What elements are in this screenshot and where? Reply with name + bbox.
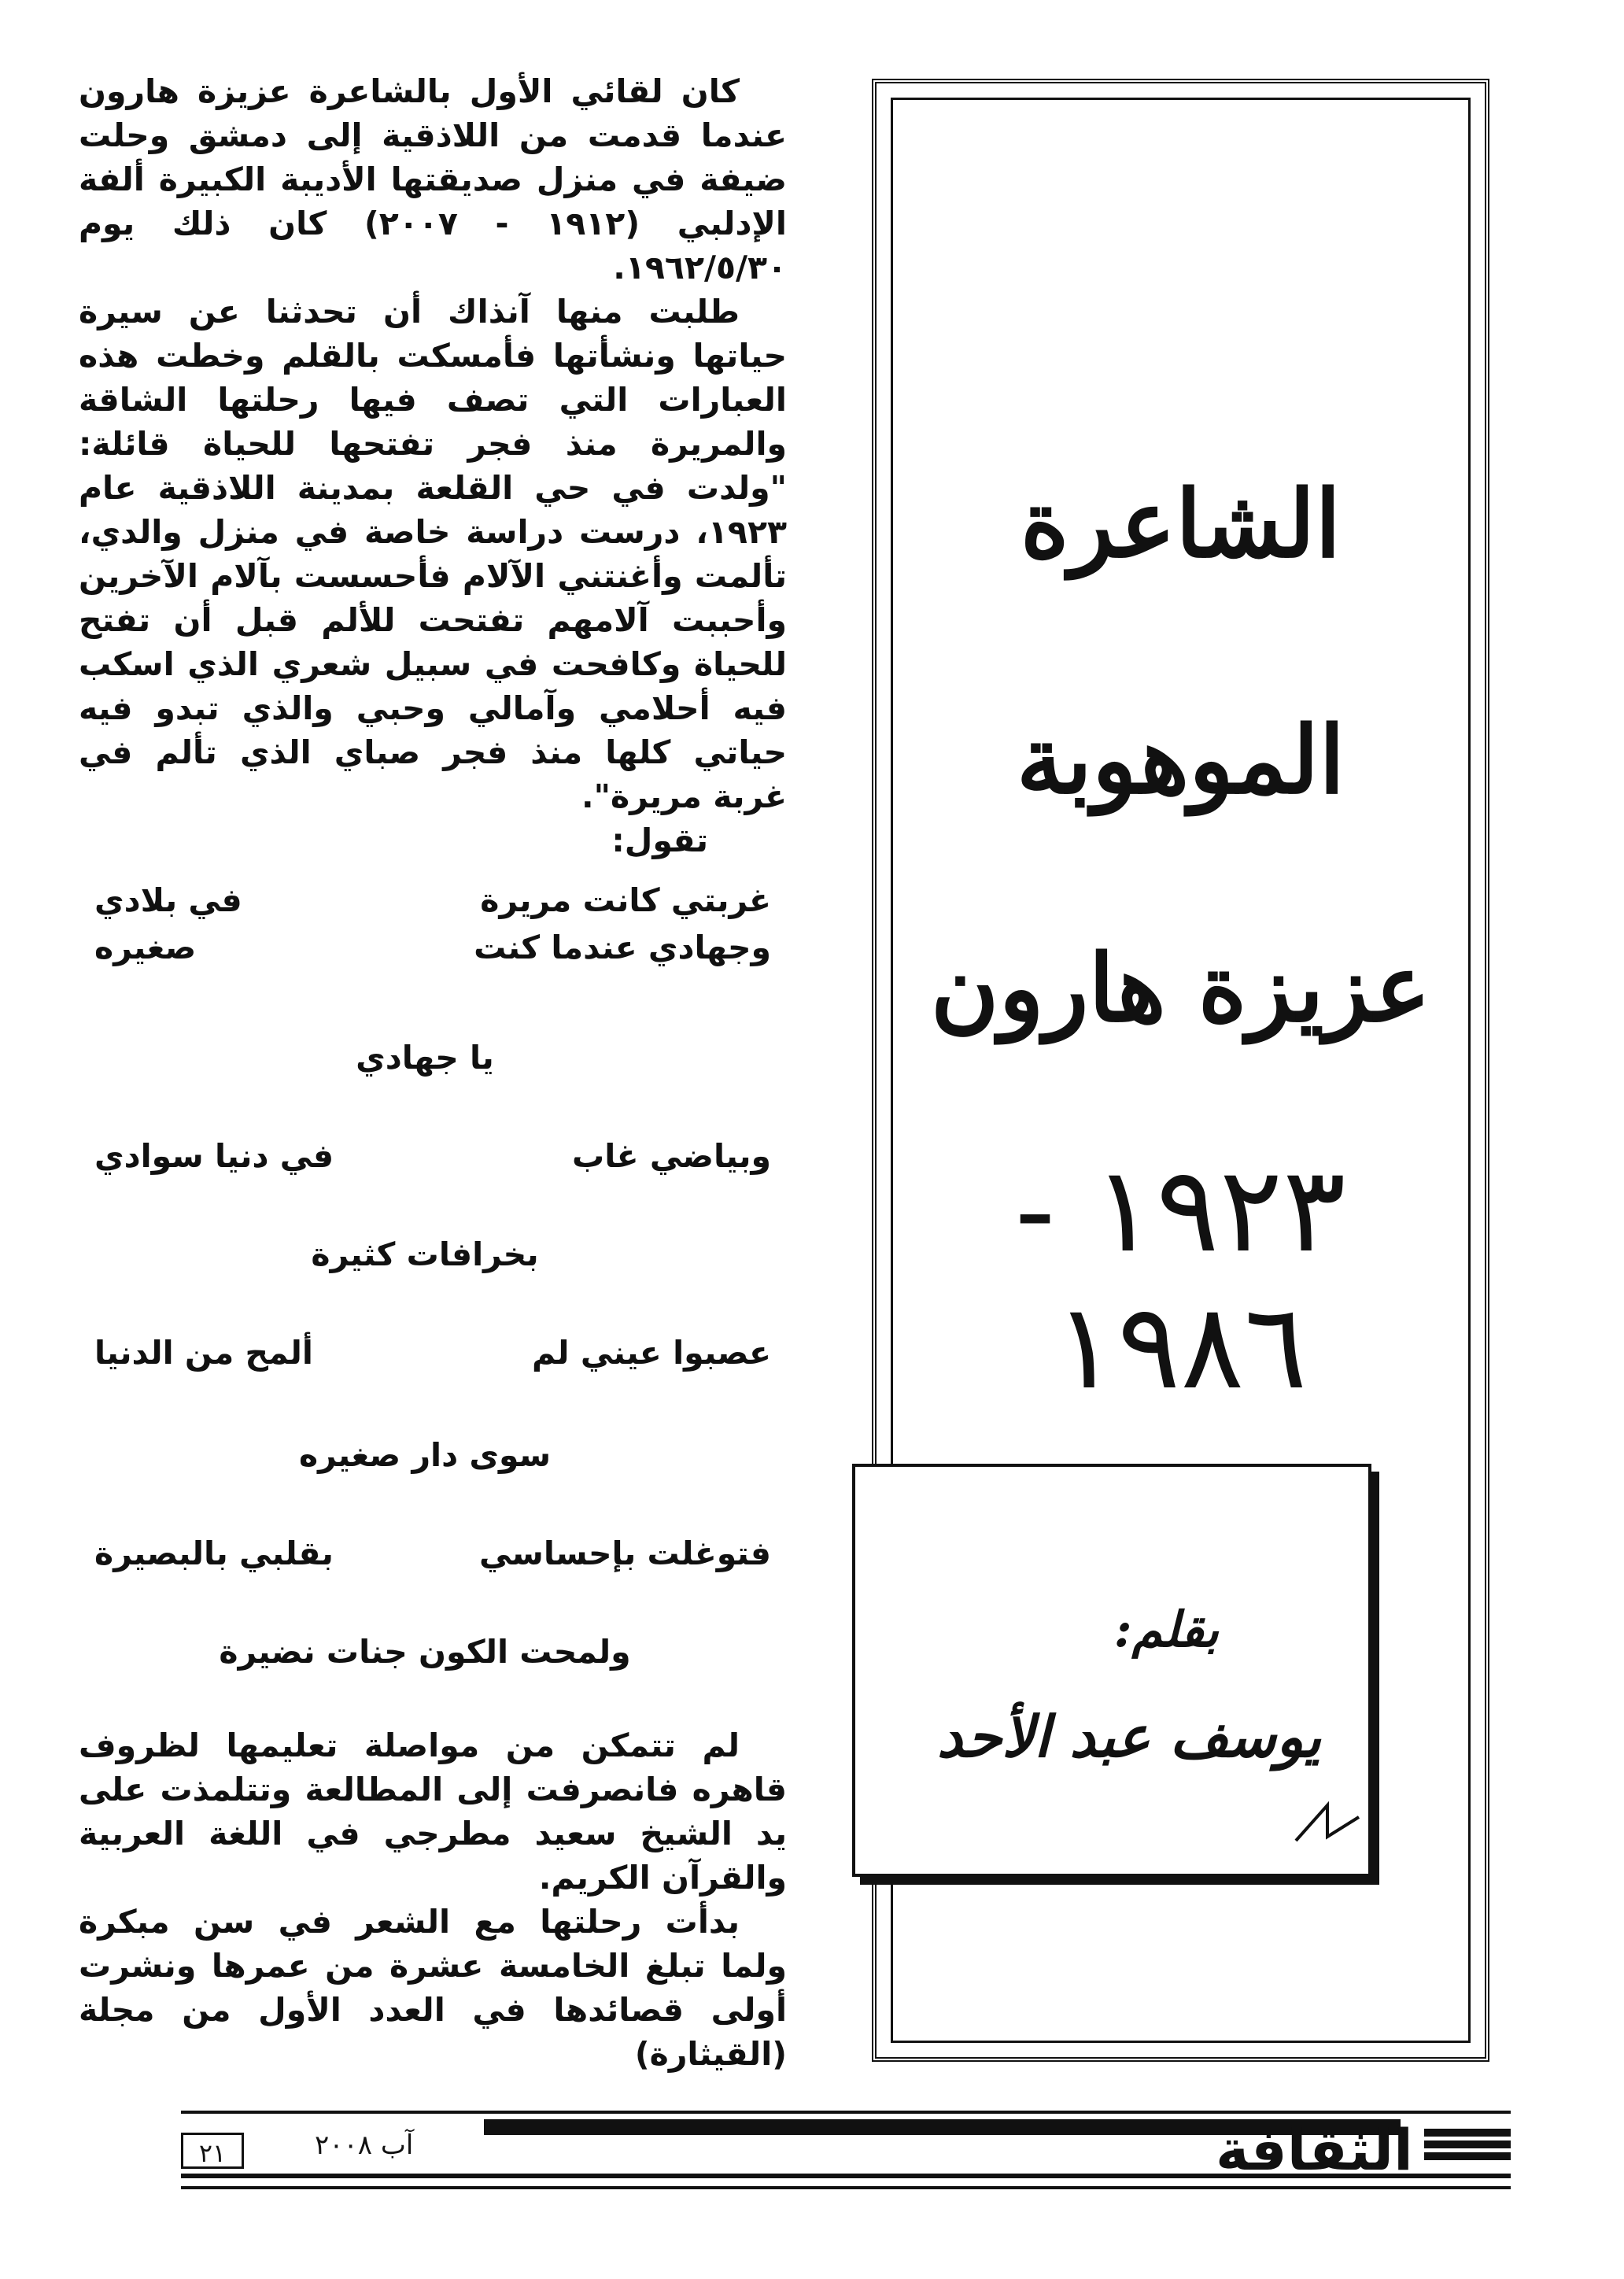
byline-label: بقلم: (1113, 1601, 1219, 1658)
poem-hemistich: صغيره (94, 929, 197, 966)
issue-date: آب ٢٠٠٨ (315, 2129, 414, 2161)
poem-hemistich: عصبوا عيني لم (532, 1334, 771, 1372)
closing-text (79, 1723, 787, 2076)
poem-hemistich: غربتي كانت مريرة (480, 881, 771, 919)
footer-rule (181, 2186, 1511, 2189)
poem-line: يا جهادي (356, 1039, 494, 1077)
byline-author: يوسف عبد الأحد (936, 1703, 1321, 1770)
poem-line (79, 1137, 771, 1175)
title-line-2: الموهوبة (1016, 705, 1345, 814)
poem-hemistich: بقلبي بالبصيرة (94, 1535, 334, 1572)
poem-line (79, 929, 771, 966)
closing-paragraph: بدأت رحلتها مع الشعر في سن مبكرة ولما تبلغ الخامسة عشرة من عمرها ونشرت أولى قصائدها في العدد الأول من مجلة (القيثارة) (79, 1903, 787, 2073)
footer-rule (181, 2111, 1511, 2114)
poem-line: بخرافات كثيرة (311, 1236, 539, 1273)
poem-line: سوى دار صغيره (298, 1436, 552, 1474)
poem-hemistich: وجهادي عندما كنت (474, 929, 771, 966)
poem-hemistich: في دنيا سوادي (94, 1137, 334, 1175)
byline-box (852, 1464, 1371, 1877)
intro-paragraph: طلبت منها آنذاك أن تحدثنا عن سيرة حياتها ونشأتها فأمسكت بالقلم وخطت هذه العبارات التي تصف فيها رحلتها الشاقة والمريرة منذ فجر تفتحها للحياة قائلة: "ولدت في حي القلعة بمدينة اللاذقية عام ١٩٢٣، درست دراسة خاصة في منزل والدي، تألمت وأغنتني الآلام فأحسست بآلام الآخرين وأحببت آلامهم تفتحت للألم قبل أن تفتح للحياة وكافحت في سبيل شعري الذي اسكب فيه أحلامي وآمالي وحبي والذي تبدو فيه حياتي كلها منذ فجر صباي الذي تألم في غربة مريرة". (79, 293, 787, 815)
closing-paragraph: لم تتمكن من مواصلة تعليمها لظروف قاهره فانصرفت إلى المطالعة وتتلمذت على يد الشيخ سعيد مطرجي في اللغة العربية والقرآن الكريم. (79, 1727, 787, 1897)
title-years: ١٩٢٣ - ١٩٨٦ (1015, 1142, 1346, 1416)
poem-line: ولمحت الكون جنات نضيرة (219, 1633, 631, 1671)
title-line-3: عزيزة هارون (930, 933, 1431, 1043)
poem-hemistich: ألمح من الدنيا (94, 1334, 313, 1372)
intro-paragraph: كان لقائي الأول بالشاعرة عزيزة هارون عندما قدمت من اللاذقية إلى دمشق وحلت ضيفة في منزل صديقتها الأديبة الكبيرة ألفة الإدلبي (١٩١٢ - ٢٠٠٧) كان ذلك يوم ١٩٦٢/٥/٣٠. (79, 72, 787, 286)
title-line-1: الشاعرة (1020, 469, 1342, 578)
intro-text (79, 69, 787, 862)
page-number: ٢١ (181, 2133, 244, 2169)
poem-line (79, 1535, 771, 1572)
poem-hemistich: فتوغلت بإحساسي (479, 1535, 771, 1572)
masthead-bars-icon (1424, 2125, 1511, 2164)
poem-line (79, 881, 771, 919)
poem-line (79, 1334, 771, 1372)
magazine-masthead: الثقافة (1216, 2117, 1413, 2183)
folded-corner-icon (855, 1467, 1375, 1880)
poem-hemistich: وبياضي غاب (572, 1137, 771, 1175)
poem-hemistich: في بلادي (94, 881, 242, 919)
intro-paragraph: تقول: (611, 822, 708, 859)
